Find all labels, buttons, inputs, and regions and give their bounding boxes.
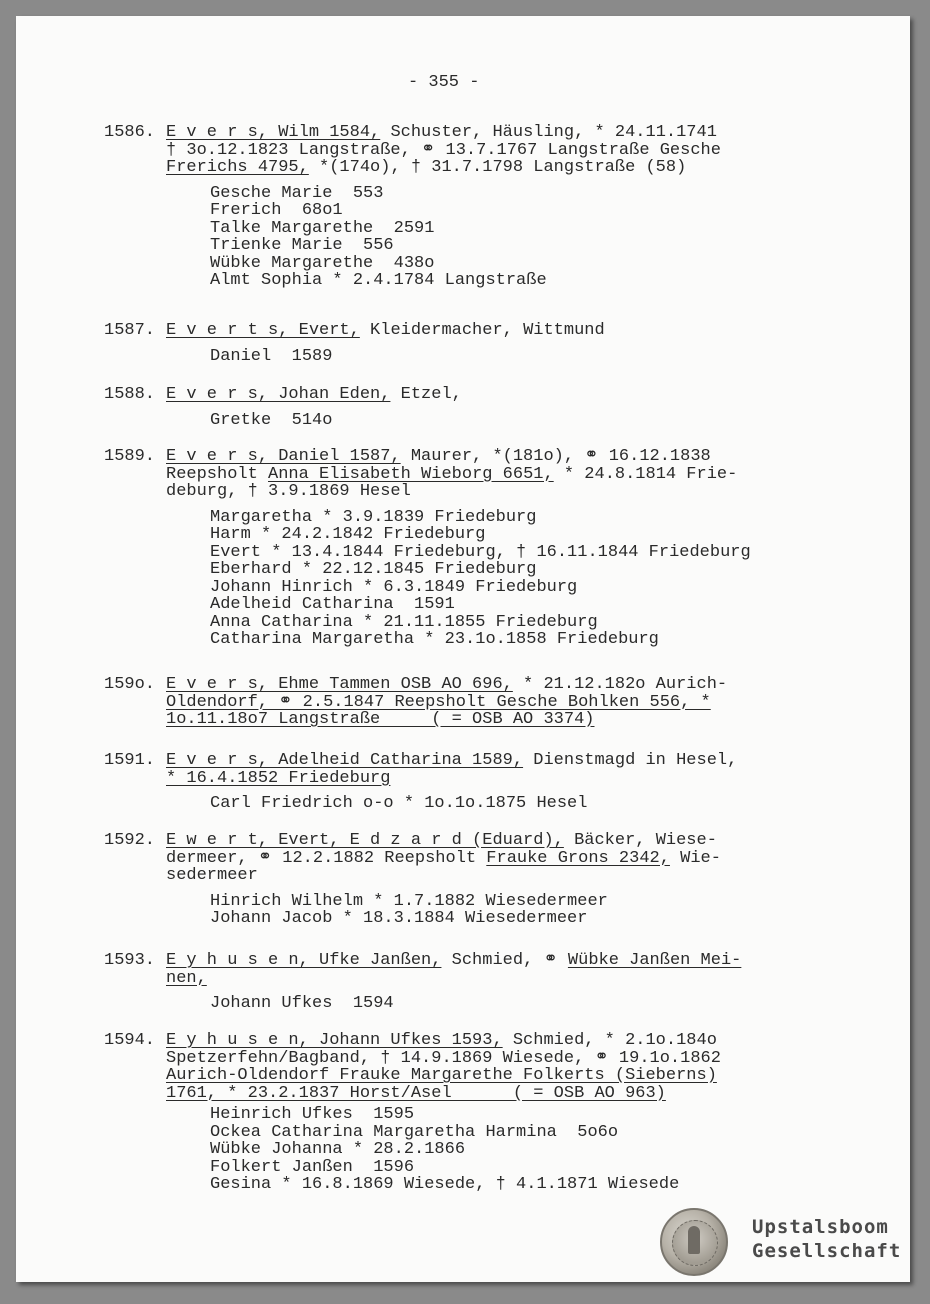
- entry-text: Oldendorf, ⚭ 2.5.1847 Reepsholt Gesche Bohlken 556, *: [166, 692, 711, 712]
- entry-text: E v e r s, Adelheid Catharina 1589,: [166, 751, 524, 770]
- entry-text: Anna Elisabeth Wieborg 6651,: [268, 464, 554, 484]
- entry-text: E v e r s, Johan Eden,: [166, 385, 391, 404]
- entry: [104, 832, 804, 928]
- entry-text: Wübke Janßen Mei-: [567, 951, 742, 970]
- child-entry: Trienke Marie 556: [210, 236, 394, 255]
- entry: [104, 676, 804, 729]
- page-number: - 355 -: [408, 73, 480, 92]
- seal-icon: [660, 1208, 728, 1276]
- entry-number: 159o.: [104, 675, 156, 694]
- entry: [104, 124, 804, 290]
- entry-text: 1o.11.18o7 Langstraße ( = OSB AO 3374): [166, 710, 595, 729]
- entry-text: † 3o.12.1823 Langstraße, ⚭ 13.7.1767 Langstraße Gesche: [166, 140, 721, 160]
- child-entry: Wübke Johanna * 28.2.1866: [210, 1140, 466, 1159]
- entry-text: E v e r s, Daniel 1587,: [166, 447, 401, 466]
- entry-line: [166, 711, 866, 729]
- document-page: [16, 16, 910, 1282]
- entry-text: E v e r s, Wilm 1584,: [166, 123, 381, 142]
- entry: [104, 752, 804, 813]
- entry-text: Kleidermacher, Wittmund: [359, 321, 605, 340]
- child-entry: Wübke Margarethe 438o: [210, 253, 435, 273]
- entry-line: [104, 952, 804, 970]
- entry-line: [166, 483, 866, 501]
- society-logo: [660, 1208, 910, 1278]
- child-entry: Daniel 1589: [210, 346, 333, 366]
- child-entry: Harm * 24.2.1842 Friedeburg: [210, 525, 486, 544]
- entry-number: 1589.: [104, 447, 156, 466]
- entry-text: * 16.4.1852 Friedeburg: [166, 768, 391, 788]
- entry-text: Spetzerfehn/Bagband, † 14.9.1869 Wiesede, ⚭ 19.1o.1862: [166, 1048, 721, 1068]
- child-entry: Evert * 13.4.1844 Friedeburg, † 16.11.1844 Friedeburg: [210, 542, 751, 562]
- entry-number: 1593.: [104, 951, 156, 970]
- entry-line: [104, 832, 804, 850]
- child-entry: Adelheid Catharina 1591: [210, 595, 455, 614]
- child-entry: Folkert Janßen 1596: [210, 1157, 415, 1177]
- entry-text: Frerichs 4795,: [166, 158, 309, 177]
- entry-line: [166, 142, 866, 160]
- child-entry: Anna Catharina * 21.11.1855 Friedeburg: [210, 612, 598, 632]
- entry-line: [166, 466, 866, 484]
- logo-line1: Upstalsboom: [752, 1216, 889, 1238]
- child-entry: Gesche Marie 553: [210, 183, 384, 203]
- entry-line: [104, 1032, 804, 1050]
- entry-line: [166, 1085, 866, 1103]
- entry-text: Schmied, ⚭: [441, 951, 568, 970]
- entry-text: deburg, † 3.9.1869 Hesel: [166, 482, 411, 501]
- entry: [104, 386, 804, 429]
- child-entry: Johann Ufkes 1594: [210, 994, 394, 1013]
- entry: [104, 952, 804, 1013]
- child-entry: Johann Hinrich * 6.3.1849 Friedeburg: [210, 577, 578, 597]
- child-entry: Catharina Margaretha * 23.1o.1858 Friedeburg: [210, 630, 659, 649]
- entry-line: [104, 752, 804, 770]
- entry-line: [104, 448, 804, 466]
- entry: [104, 1032, 804, 1194]
- entry-line: [104, 322, 804, 340]
- entry-text: Schmied, * 2.1o.184o: [502, 1031, 717, 1050]
- entry-text: 1761, * 23.2.1837 Horst/Asel ( = OSB AO 963): [166, 1083, 666, 1103]
- entry-text: Dienstmagd in Hesel,: [523, 751, 738, 770]
- child-entry: Carl Friedrich o-o * 1o.1o.1875 Hesel: [210, 794, 588, 813]
- entry-text: E w e r t, Evert, E d z a r d (Eduard),: [166, 831, 564, 850]
- entry-text: Etzel,: [390, 385, 462, 404]
- entry: [104, 448, 804, 649]
- entry-line: [166, 159, 866, 177]
- entry-text: nen,: [166, 968, 207, 988]
- child-entry: Frerich 68o1: [210, 201, 343, 220]
- entry: [104, 322, 804, 365]
- child-entry: Gesina * 16.8.1869 Wiesede, † 4.1.1871 Wiesede: [210, 1175, 680, 1194]
- entry-line: [166, 850, 866, 868]
- logo-line2: Gesellschaft: [752, 1240, 902, 1262]
- entry-number: 1592.: [104, 831, 156, 850]
- entry-text: Maurer, *(181o), ⚭ 16.12.1838: [400, 447, 711, 466]
- entry-text: * 21.12.182o Aurich-: [512, 675, 728, 694]
- child-entry: Talke Margarethe 2591: [210, 218, 435, 238]
- entry-number: 1588.: [104, 385, 156, 404]
- child-entry: Ockea Catharina Margaretha Harmina 5o6o: [210, 1122, 619, 1142]
- entry-text: * 24.8.1814 Frie-: [553, 464, 738, 484]
- child-entry: Gretke 514o: [210, 410, 333, 430]
- entry-text: dermeer, ⚭ 12.2.1882 Reepsholt: [166, 848, 487, 868]
- entry-line: [104, 386, 804, 404]
- child-entry: Margaretha * 3.9.1839 Friedeburg: [210, 507, 537, 527]
- entry-line: [104, 124, 804, 142]
- entry-number: 1591.: [104, 751, 156, 770]
- child-entry: Almt Sophia * 2.4.1784 Langstraße: [210, 271, 547, 290]
- child-entry: Hinrich Wilhelm * 1.7.1882 Wiesedermeer: [210, 891, 608, 911]
- entry-number: 1587.: [104, 321, 156, 340]
- entry-text: E y h u s e n, Johann Ufkes 1593,: [166, 1031, 503, 1050]
- child-entry: Johann Jacob * 18.3.1884 Wiesedermeer: [210, 909, 588, 928]
- entry-line: [166, 867, 866, 885]
- entry-number: 1586.: [104, 123, 156, 142]
- entry-line: [166, 1050, 866, 1068]
- entry-text: sedermeer: [166, 866, 258, 885]
- entry-text: E v e r s, Ehme Tammen OSB AO 696,: [166, 675, 513, 694]
- entry-line: [166, 694, 866, 712]
- entry-line: [104, 676, 804, 694]
- entry-line: [166, 970, 866, 988]
- entry-text: Bäcker, Wiese-: [563, 831, 717, 850]
- entry-text: Schuster, Häusling, * 24.11.1741: [380, 123, 717, 142]
- entry-text: *(174o), † 31.7.1798 Langstraße (58): [308, 158, 687, 177]
- entry-text: Frauke Grons 2342,: [486, 848, 670, 868]
- entry-text: Aurich-Oldendorf Frauke Margarethe Folkerts (Sieberns): [166, 1066, 717, 1085]
- entry-text: E y h u s e n, Ufke Janßen,: [166, 951, 442, 970]
- entry-line: [166, 1067, 866, 1085]
- entry-text: E v e r t s, Evert,: [166, 321, 360, 340]
- child-entry: Eberhard * 22.12.1845 Friedeburg: [210, 560, 537, 579]
- entry-text: Reepsholt: [166, 464, 269, 484]
- entry-line: [166, 770, 866, 788]
- entry-text: Wie-: [669, 848, 721, 868]
- child-entry: Heinrich Ufkes 1595: [210, 1105, 415, 1124]
- entry-number: 1594.: [104, 1031, 156, 1050]
